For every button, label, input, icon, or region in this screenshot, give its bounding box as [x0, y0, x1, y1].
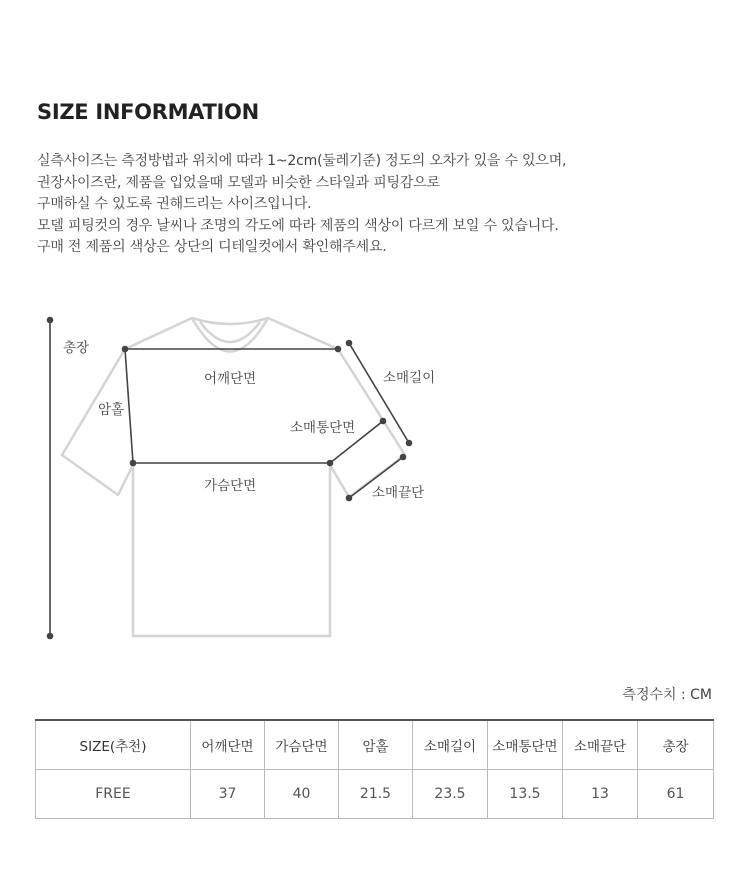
- header-length: 총장: [638, 720, 714, 770]
- size-notes: [37, 151, 566, 259]
- cell-shoulder: 37: [191, 770, 265, 819]
- header-sleeve-hem: 소매끝단: [563, 720, 638, 770]
- cell-sleeve-hem: 13: [563, 770, 638, 819]
- armhole-line: [125, 349, 133, 463]
- note-line: 구매하실 수 있도록 권해드리는 사이즈입니다.: [37, 196, 312, 212]
- size-table: [35, 719, 714, 819]
- cell-length: 61: [638, 770, 714, 819]
- label-sleeve-width: 소매통단면: [290, 420, 356, 436]
- cell-sleeve-width: 13.5: [488, 770, 563, 819]
- table-header-row: [36, 720, 714, 770]
- header-sleeve-width: 소매통단면: [488, 720, 563, 770]
- label-sleeve-length: 소매길이: [383, 370, 436, 386]
- note-line: 권장사이즈란, 제품을 입었을때 모델과 비슷한 스타일과 피팅감으로: [37, 174, 440, 191]
- unit-note: 측정수치 : CM: [622, 687, 712, 703]
- cell-chest: 40: [265, 770, 339, 819]
- label-sleeve-hem: 소매끝단: [372, 485, 425, 501]
- tshirt-outline: [62, 318, 405, 636]
- tshirt-measurement-diagram: [0, 300, 750, 660]
- label-armhole: 암홀: [98, 402, 125, 418]
- header-chest: 가슴단면: [265, 720, 339, 770]
- cell-size: FREE: [36, 770, 191, 819]
- sleeve-length-line: [349, 343, 409, 443]
- label-chest: 가슴단면: [204, 478, 257, 494]
- header-sleeve-length: 소매길이: [413, 720, 488, 770]
- cell-sleeve-length: 23.5: [413, 770, 488, 819]
- table-row: [36, 770, 714, 819]
- header-size: SIZE(추천): [36, 720, 191, 770]
- header-shoulder: 어깨단면: [191, 720, 265, 770]
- note-line: 실측사이즈는 측정방법과 위치에 따라 1~2cm(둘레기준) 정도의 오차가 있을 수 있으며,: [37, 153, 567, 169]
- label-shoulder: 어깨단면: [204, 371, 257, 387]
- note-line: 모델 피팅컷의 경우 날씨나 조명의 각도에 따라 제품의 색상이 다르게 보일 수 있습니다.: [37, 217, 559, 234]
- page-title: SIZE INFORMATION: [37, 100, 259, 124]
- note-line: 구매 전 제품의 색상은 상단의 디테일컷에서 확인해주세요.: [37, 239, 387, 255]
- cell-armhole: 21.5: [339, 770, 413, 819]
- label-length: 총장: [63, 340, 90, 356]
- header-armhole: 암홀: [339, 720, 413, 770]
